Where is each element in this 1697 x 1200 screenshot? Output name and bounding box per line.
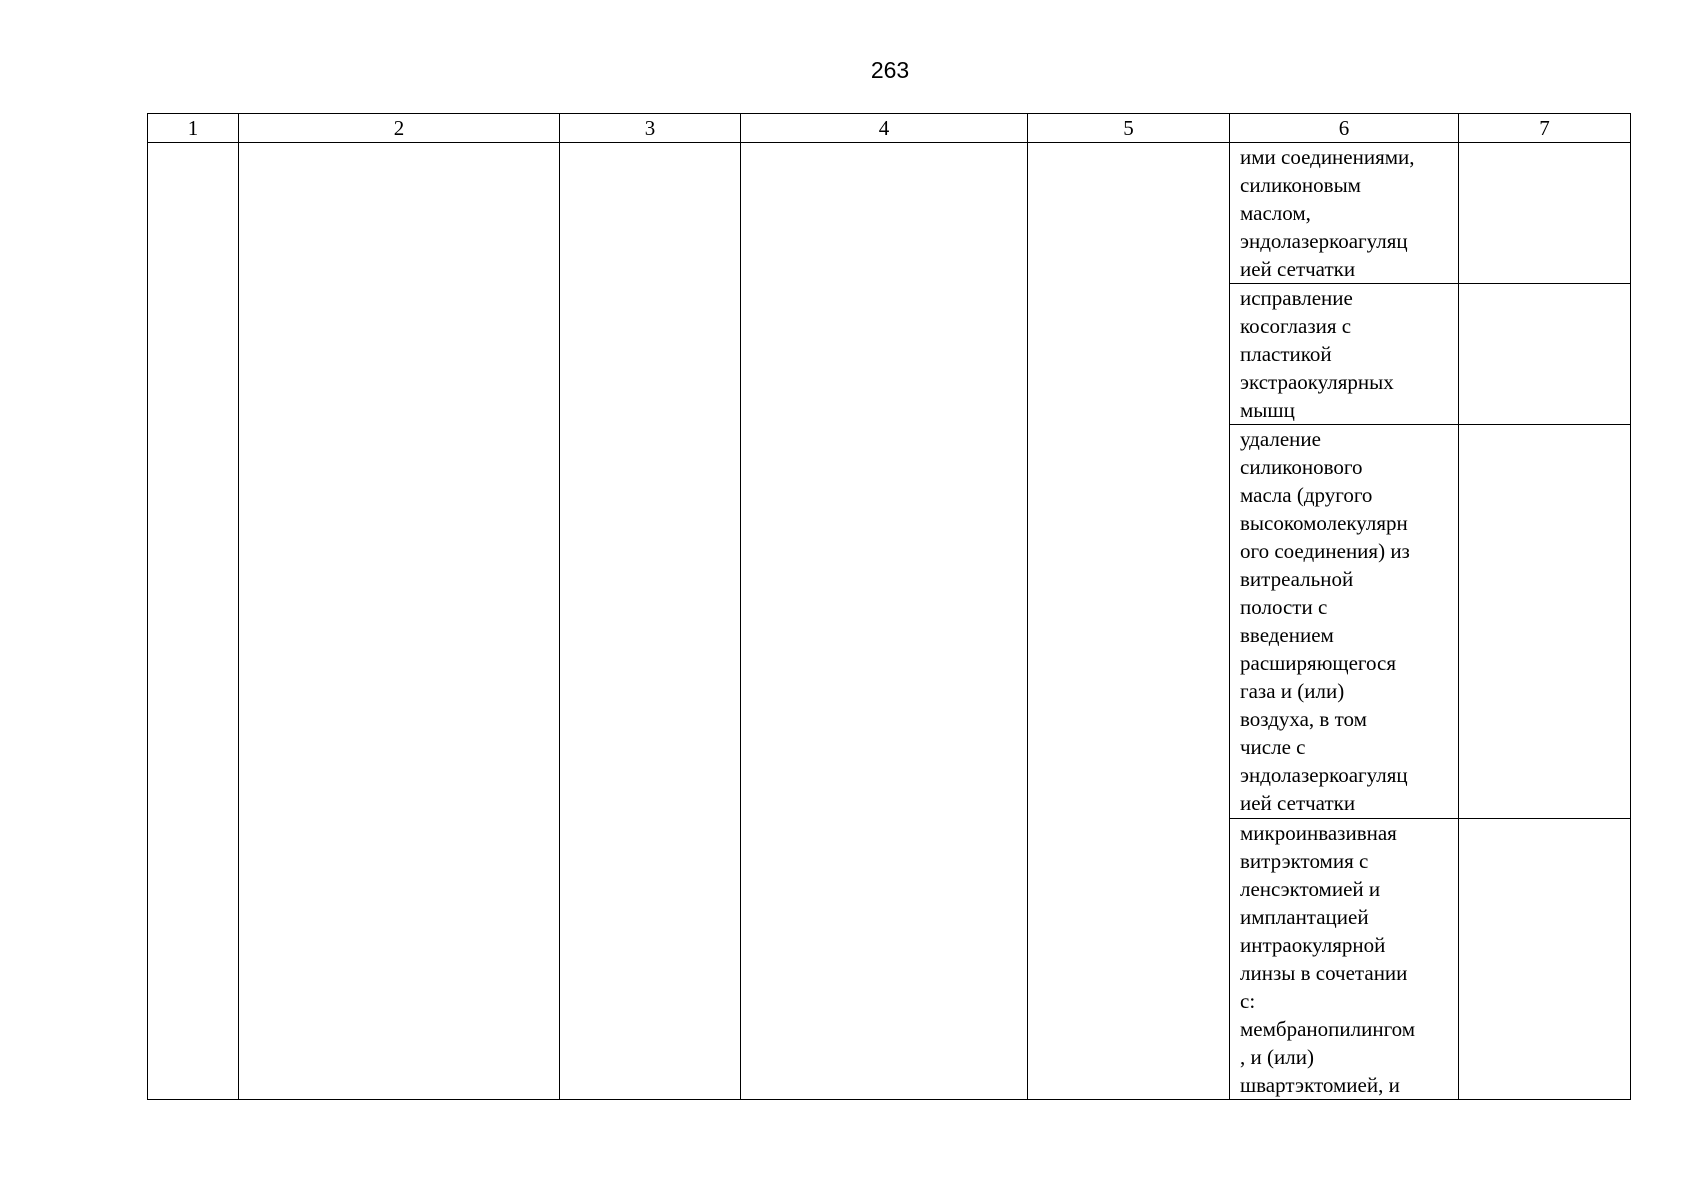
- col7-cell: [1459, 425, 1631, 819]
- col7-cell: [1459, 819, 1631, 1100]
- col5-merged-cell: [1028, 143, 1230, 1100]
- col2-merged-cell: [239, 143, 560, 1100]
- column-header-7: 7: [1459, 114, 1631, 143]
- procedure-text: ими соединениями, силиконовым маслом, эндолазеркоагуляц ией сетчатки: [1240, 145, 1415, 281]
- page-number: 263: [870, 57, 910, 83]
- col4-merged-cell: [741, 143, 1028, 1100]
- column-header-3: 3: [560, 114, 741, 143]
- column-header-6: 6: [1230, 114, 1459, 143]
- col3-merged-cell: [560, 143, 741, 1100]
- procedure-cell: [1230, 284, 1459, 425]
- procedure-text: исправление косоглазия с пластикой экстраокулярных мышц: [1240, 286, 1394, 422]
- procedure-cell: [1230, 143, 1459, 284]
- procedure-cell: [1230, 819, 1459, 1100]
- col7-cell: [1459, 284, 1631, 425]
- procedure-cell: [1230, 425, 1459, 819]
- procedure-text: микроинвазивная витрэктомия с ленсэктомией и имплантацией интраокулярной линзы в сочетании с: мембранопилингом , и (или) швартэктомией, и: [1240, 821, 1416, 1097]
- column-header-5: 5: [1028, 114, 1230, 143]
- table-header-row: [148, 114, 1631, 143]
- col1-merged-cell: [148, 143, 239, 1100]
- procedure-text: удаление силиконового масла (другого высокомолекулярн ого соединения) из витреальной полости с введением расширяющегося газа и (или) воздуха, в том числе с эндолазеркоагуляц ией сетчатки: [1240, 427, 1410, 815]
- column-header-4: 4: [741, 114, 1028, 143]
- table-row: [148, 143, 1631, 284]
- col7-cell: [1459, 143, 1631, 284]
- procedures-table: [147, 113, 1631, 1100]
- column-header-2: 2: [239, 114, 560, 143]
- column-header-1: 1: [148, 114, 239, 143]
